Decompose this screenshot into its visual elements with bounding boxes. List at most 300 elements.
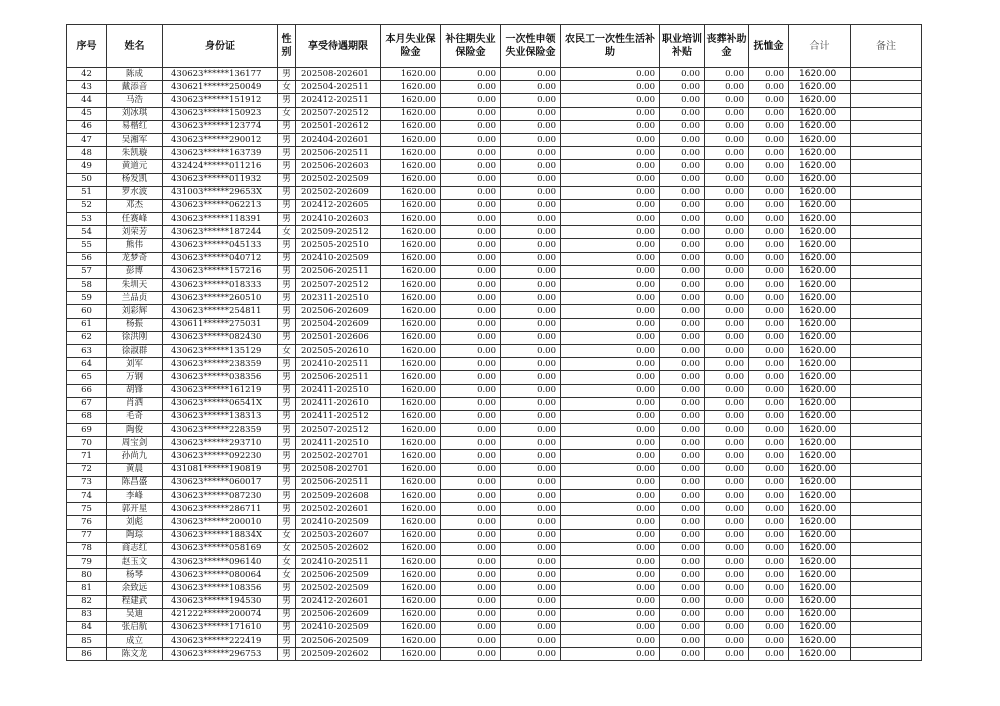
cell-migrant: 0.00 [561, 503, 660, 516]
cell-period: 202506-202511 [296, 265, 381, 278]
cell-period: 202506-202603 [296, 160, 381, 173]
table-row [67, 292, 922, 305]
cell-remarks [851, 120, 922, 133]
col-header-id-card: 身份证 [163, 25, 278, 68]
cell-pension: 0.00 [749, 476, 789, 489]
cell-id-card: 430623******135129 [163, 344, 278, 357]
cell-pension: 0.00 [749, 635, 789, 648]
cell-id-card: 430623******161219 [163, 384, 278, 397]
cell-total: 1620.00 [789, 450, 851, 463]
cell-index: 73 [67, 476, 107, 489]
cell-gender: 男 [278, 358, 296, 371]
cell-funeral: 0.00 [705, 437, 749, 450]
cell-back: 0.00 [441, 437, 501, 450]
cell-training: 0.00 [660, 595, 705, 608]
cell-pension: 0.00 [749, 503, 789, 516]
cell-funeral: 0.00 [705, 490, 749, 503]
cell-pension: 0.00 [749, 120, 789, 133]
cell-remarks [851, 81, 922, 94]
cell-id-card: 430623******136177 [163, 68, 278, 81]
cell-total: 1620.00 [789, 133, 851, 146]
cell-period: 202506-202511 [296, 476, 381, 489]
cell-index: 44 [67, 94, 107, 107]
cell-name: 刘军 [107, 358, 163, 371]
table-row [67, 437, 922, 450]
cell-pension: 0.00 [749, 147, 789, 160]
cell-name: 陶俊 [107, 424, 163, 437]
cell-gender: 男 [278, 292, 296, 305]
cell-name: 徐淑群 [107, 344, 163, 357]
cell-migrant: 0.00 [561, 292, 660, 305]
cell-remarks [851, 68, 922, 81]
cell-monthly: 1620.00 [381, 305, 441, 318]
cell-funeral: 0.00 [705, 68, 749, 81]
cell-name: 张启航 [107, 621, 163, 634]
cell-id-card: 430623******018333 [163, 279, 278, 292]
cell-gender: 男 [278, 213, 296, 226]
cell-monthly: 1620.00 [381, 608, 441, 621]
cell-name: 孙尚九 [107, 450, 163, 463]
cell-back: 0.00 [441, 107, 501, 120]
cell-period: 202506-202511 [296, 147, 381, 160]
cell-migrant: 0.00 [561, 186, 660, 199]
cell-period: 202509-202602 [296, 648, 381, 661]
cell-remarks [851, 555, 922, 568]
cell-training: 0.00 [660, 397, 705, 410]
cell-pension: 0.00 [749, 529, 789, 542]
cell-back: 0.00 [441, 358, 501, 371]
cell-migrant: 0.00 [561, 120, 660, 133]
table-row [67, 344, 922, 357]
cell-index: 65 [67, 371, 107, 384]
cell-index: 45 [67, 107, 107, 120]
cell-back: 0.00 [441, 199, 501, 212]
cell-index: 82 [67, 595, 107, 608]
cell-lump-sum: 0.00 [501, 503, 561, 516]
cell-lump-sum: 0.00 [501, 437, 561, 450]
table-row [67, 318, 922, 331]
cell-total: 1620.00 [789, 424, 851, 437]
table-row [67, 133, 922, 146]
cell-name: 陈成 [107, 68, 163, 81]
table-row [67, 595, 922, 608]
cell-total: 1620.00 [789, 635, 851, 648]
cell-back: 0.00 [441, 410, 501, 423]
cell-id-card: 430623******038356 [163, 371, 278, 384]
cell-monthly: 1620.00 [381, 503, 441, 516]
cell-index: 63 [67, 344, 107, 357]
cell-lump-sum: 0.00 [501, 542, 561, 555]
cell-name: 商志红 [107, 542, 163, 555]
cell-migrant: 0.00 [561, 68, 660, 81]
cell-index: 49 [67, 160, 107, 173]
col-header-monthly-benefit: 本月失业保险金 [381, 25, 441, 68]
cell-pension: 0.00 [749, 173, 789, 186]
cell-funeral: 0.00 [705, 450, 749, 463]
cell-index: 55 [67, 239, 107, 252]
cell-name: 朱圳天 [107, 279, 163, 292]
cell-name: 毛奇 [107, 410, 163, 423]
col-header-migrant-subsidy: 农民工一次性生活补助 [561, 25, 660, 68]
cell-period: 202410-202511 [296, 555, 381, 568]
cell-id-card: 430623******045133 [163, 239, 278, 252]
cell-gender: 男 [278, 318, 296, 331]
cell-period: 202506-202609 [296, 608, 381, 621]
cell-migrant: 0.00 [561, 635, 660, 648]
cell-gender: 男 [278, 516, 296, 529]
cell-total: 1620.00 [789, 503, 851, 516]
cell-index: 78 [67, 542, 107, 555]
cell-id-card: 430623******238359 [163, 358, 278, 371]
cell-id-card: 421222******200074 [163, 608, 278, 621]
col-header-gender: 性别 [278, 25, 296, 68]
cell-funeral: 0.00 [705, 542, 749, 555]
cell-period: 202504-202609 [296, 318, 381, 331]
cell-training: 0.00 [660, 371, 705, 384]
cell-remarks [851, 648, 922, 661]
cell-monthly: 1620.00 [381, 621, 441, 634]
cell-migrant: 0.00 [561, 107, 660, 120]
cell-index: 83 [67, 608, 107, 621]
cell-gender: 女 [278, 81, 296, 94]
cell-remarks [851, 292, 922, 305]
col-header-training-subsidy: 职业培训补贴 [660, 25, 705, 68]
cell-training: 0.00 [660, 424, 705, 437]
cell-total: 1620.00 [789, 569, 851, 582]
table-row [67, 635, 922, 648]
cell-migrant: 0.00 [561, 331, 660, 344]
cell-id-card: 430623******222419 [163, 635, 278, 648]
cell-training: 0.00 [660, 450, 705, 463]
cell-gender: 男 [278, 608, 296, 621]
cell-id-card: 430623******06541X [163, 397, 278, 410]
cell-id-card: 430623******260510 [163, 292, 278, 305]
cell-pension: 0.00 [749, 133, 789, 146]
cell-training: 0.00 [660, 490, 705, 503]
cell-index: 80 [67, 569, 107, 582]
cell-back: 0.00 [441, 147, 501, 160]
cell-back: 0.00 [441, 292, 501, 305]
cell-lump-sum: 0.00 [501, 476, 561, 489]
cell-remarks [851, 133, 922, 146]
cell-training: 0.00 [660, 107, 705, 120]
cell-name: 刘冰琪 [107, 107, 163, 120]
table-row [67, 68, 922, 81]
cell-period: 202412-202511 [296, 94, 381, 107]
cell-name: 邓杰 [107, 199, 163, 212]
cell-training: 0.00 [660, 226, 705, 239]
cell-migrant: 0.00 [561, 305, 660, 318]
cell-lump-sum: 0.00 [501, 226, 561, 239]
cell-total: 1620.00 [789, 358, 851, 371]
cell-id-card: 430623******060017 [163, 476, 278, 489]
cell-total: 1620.00 [789, 608, 851, 621]
cell-total: 1620.00 [789, 476, 851, 489]
cell-funeral: 0.00 [705, 516, 749, 529]
cell-back: 0.00 [441, 94, 501, 107]
cell-gender: 男 [278, 160, 296, 173]
cell-total: 1620.00 [789, 160, 851, 173]
cell-index: 79 [67, 555, 107, 568]
cell-migrant: 0.00 [561, 542, 660, 555]
cell-pension: 0.00 [749, 358, 789, 371]
cell-name: 熊伟 [107, 239, 163, 252]
cell-back: 0.00 [441, 463, 501, 476]
cell-migrant: 0.00 [561, 358, 660, 371]
cell-migrant: 0.00 [561, 94, 660, 107]
cell-remarks [851, 424, 922, 437]
cell-index: 69 [67, 424, 107, 437]
cell-funeral: 0.00 [705, 120, 749, 133]
cell-remarks [851, 331, 922, 344]
cell-total: 1620.00 [789, 68, 851, 81]
cell-funeral: 0.00 [705, 529, 749, 542]
cell-id-card: 430623******058169 [163, 542, 278, 555]
cell-training: 0.00 [660, 292, 705, 305]
table-row [67, 173, 922, 186]
cell-gender: 女 [278, 555, 296, 568]
cell-training: 0.00 [660, 437, 705, 450]
cell-name: 陶琮 [107, 529, 163, 542]
cell-gender: 男 [278, 186, 296, 199]
cell-remarks [851, 410, 922, 423]
cell-period: 202502-202509 [296, 582, 381, 595]
cell-back: 0.00 [441, 476, 501, 489]
cell-total: 1620.00 [789, 94, 851, 107]
table-row [67, 371, 922, 384]
cell-back: 0.00 [441, 173, 501, 186]
cell-id-card: 430623******290012 [163, 133, 278, 146]
cell-funeral: 0.00 [705, 292, 749, 305]
cell-training: 0.00 [660, 199, 705, 212]
col-header-remarks: 备注 [851, 25, 922, 68]
cell-migrant: 0.00 [561, 173, 660, 186]
cell-monthly: 1620.00 [381, 397, 441, 410]
cell-funeral: 0.00 [705, 384, 749, 397]
cell-lump-sum: 0.00 [501, 68, 561, 81]
cell-remarks [851, 608, 922, 621]
cell-lump-sum: 0.00 [501, 147, 561, 160]
cell-index: 85 [67, 635, 107, 648]
cell-period: 202508-202701 [296, 463, 381, 476]
cell-id-card: 430623******296753 [163, 648, 278, 661]
cell-id-card: 430623******138313 [163, 410, 278, 423]
cell-index: 48 [67, 147, 107, 160]
cell-id-card: 430623******150923 [163, 107, 278, 120]
cell-name: 易楷红 [107, 120, 163, 133]
cell-total: 1620.00 [789, 621, 851, 634]
cell-id-card: 430623******087230 [163, 490, 278, 503]
cell-period: 202506-202609 [296, 305, 381, 318]
cell-lump-sum: 0.00 [501, 410, 561, 423]
cell-gender: 男 [278, 490, 296, 503]
table-row [67, 305, 922, 318]
cell-lump-sum: 0.00 [501, 94, 561, 107]
table-row [67, 226, 922, 239]
cell-id-card: 430621******250049 [163, 81, 278, 94]
cell-period: 202502-202609 [296, 186, 381, 199]
cell-funeral: 0.00 [705, 582, 749, 595]
cell-gender: 男 [278, 120, 296, 133]
cell-name: 彭博 [107, 265, 163, 278]
cell-index: 66 [67, 384, 107, 397]
cell-index: 47 [67, 133, 107, 146]
col-header-lump-sum: 一次性申领失业保险金 [501, 25, 561, 68]
cell-training: 0.00 [660, 529, 705, 542]
cell-training: 0.00 [660, 582, 705, 595]
cell-total: 1620.00 [789, 107, 851, 120]
cell-training: 0.00 [660, 503, 705, 516]
cell-name: 朱凯璇 [107, 147, 163, 160]
cell-remarks [851, 318, 922, 331]
cell-lump-sum: 0.00 [501, 621, 561, 634]
cell-period: 202411-202512 [296, 410, 381, 423]
cell-remarks [851, 529, 922, 542]
cell-pension: 0.00 [749, 226, 789, 239]
cell-monthly: 1620.00 [381, 94, 441, 107]
cell-lump-sum: 0.00 [501, 239, 561, 252]
cell-period: 202501-202612 [296, 120, 381, 133]
cell-period: 202411-202510 [296, 437, 381, 450]
cell-migrant: 0.00 [561, 608, 660, 621]
table-body [67, 68, 922, 661]
cell-back: 0.00 [441, 120, 501, 133]
cell-lump-sum: 0.00 [501, 582, 561, 595]
cell-index: 43 [67, 81, 107, 94]
cell-lump-sum: 0.00 [501, 265, 561, 278]
cell-total: 1620.00 [789, 305, 851, 318]
cell-pension: 0.00 [749, 490, 789, 503]
cell-monthly: 1620.00 [381, 463, 441, 476]
cell-name: 万钢 [107, 371, 163, 384]
cell-gender: 男 [278, 621, 296, 634]
cell-funeral: 0.00 [705, 569, 749, 582]
cell-id-card: 430623******254811 [163, 305, 278, 318]
cell-remarks [851, 595, 922, 608]
cell-period: 202505-202602 [296, 542, 381, 555]
cell-monthly: 1620.00 [381, 292, 441, 305]
cell-funeral: 0.00 [705, 160, 749, 173]
cell-monthly: 1620.00 [381, 555, 441, 568]
cell-index: 70 [67, 437, 107, 450]
cell-monthly: 1620.00 [381, 133, 441, 146]
cell-funeral: 0.00 [705, 318, 749, 331]
cell-index: 60 [67, 305, 107, 318]
cell-lump-sum: 0.00 [501, 648, 561, 661]
cell-migrant: 0.00 [561, 384, 660, 397]
col-header-name: 姓名 [107, 25, 163, 68]
cell-back: 0.00 [441, 252, 501, 265]
cell-total: 1620.00 [789, 595, 851, 608]
cell-lump-sum: 0.00 [501, 252, 561, 265]
cell-id-card: 430623******040712 [163, 252, 278, 265]
cell-gender: 男 [278, 279, 296, 292]
cell-pension: 0.00 [749, 305, 789, 318]
cell-training: 0.00 [660, 305, 705, 318]
cell-monthly: 1620.00 [381, 173, 441, 186]
cell-funeral: 0.00 [705, 305, 749, 318]
cell-period: 202410-202603 [296, 213, 381, 226]
cell-migrant: 0.00 [561, 529, 660, 542]
cell-index: 59 [67, 292, 107, 305]
cell-id-card: 431003******29653X [163, 186, 278, 199]
cell-training: 0.00 [660, 358, 705, 371]
cell-lump-sum: 0.00 [501, 595, 561, 608]
cell-period: 202507-202512 [296, 107, 381, 120]
cell-index: 74 [67, 490, 107, 503]
cell-migrant: 0.00 [561, 582, 660, 595]
cell-pension: 0.00 [749, 410, 789, 423]
cell-index: 46 [67, 120, 107, 133]
cell-index: 53 [67, 213, 107, 226]
cell-total: 1620.00 [789, 252, 851, 265]
cell-monthly: 1620.00 [381, 648, 441, 661]
cell-name: 杨琴 [107, 569, 163, 582]
cell-monthly: 1620.00 [381, 107, 441, 120]
cell-name: 程建武 [107, 595, 163, 608]
cell-pension: 0.00 [749, 516, 789, 529]
cell-gender: 男 [278, 199, 296, 212]
cell-total: 1620.00 [789, 331, 851, 344]
cell-index: 76 [67, 516, 107, 529]
cell-monthly: 1620.00 [381, 582, 441, 595]
cell-gender: 女 [278, 344, 296, 357]
cell-monthly: 1620.00 [381, 516, 441, 529]
cell-back: 0.00 [441, 305, 501, 318]
table-row [67, 542, 922, 555]
cell-monthly: 1620.00 [381, 199, 441, 212]
cell-monthly: 1620.00 [381, 279, 441, 292]
cell-id-card: 430623******200010 [163, 516, 278, 529]
table-row [67, 424, 922, 437]
cell-remarks [851, 463, 922, 476]
cell-period: 202502-202701 [296, 450, 381, 463]
cell-name: 刘彩辉 [107, 305, 163, 318]
cell-remarks [851, 490, 922, 503]
cell-funeral: 0.00 [705, 621, 749, 634]
cell-back: 0.00 [441, 265, 501, 278]
cell-total: 1620.00 [789, 279, 851, 292]
cell-funeral: 0.00 [705, 358, 749, 371]
cell-migrant: 0.00 [561, 344, 660, 357]
cell-gender: 女 [278, 542, 296, 555]
cell-index: 71 [67, 450, 107, 463]
cell-period: 202412-202601 [296, 595, 381, 608]
cell-gender: 男 [278, 595, 296, 608]
cell-total: 1620.00 [789, 213, 851, 226]
cell-remarks [851, 476, 922, 489]
cell-migrant: 0.00 [561, 463, 660, 476]
cell-pension: 0.00 [749, 569, 789, 582]
cell-back: 0.00 [441, 503, 501, 516]
cell-remarks [851, 173, 922, 186]
cell-remarks [851, 226, 922, 239]
cell-gender: 男 [278, 68, 296, 81]
cell-name: 罗水波 [107, 186, 163, 199]
cell-migrant: 0.00 [561, 648, 660, 661]
cell-remarks [851, 279, 922, 292]
cell-id-card: 430623******123774 [163, 120, 278, 133]
cell-remarks [851, 621, 922, 634]
cell-index: 56 [67, 252, 107, 265]
cell-back: 0.00 [441, 424, 501, 437]
cell-period: 202410-202511 [296, 358, 381, 371]
cell-remarks [851, 160, 922, 173]
cell-id-card: 430623******171610 [163, 621, 278, 634]
cell-total: 1620.00 [789, 648, 851, 661]
cell-name: 马浩 [107, 94, 163, 107]
cell-pension: 0.00 [749, 213, 789, 226]
